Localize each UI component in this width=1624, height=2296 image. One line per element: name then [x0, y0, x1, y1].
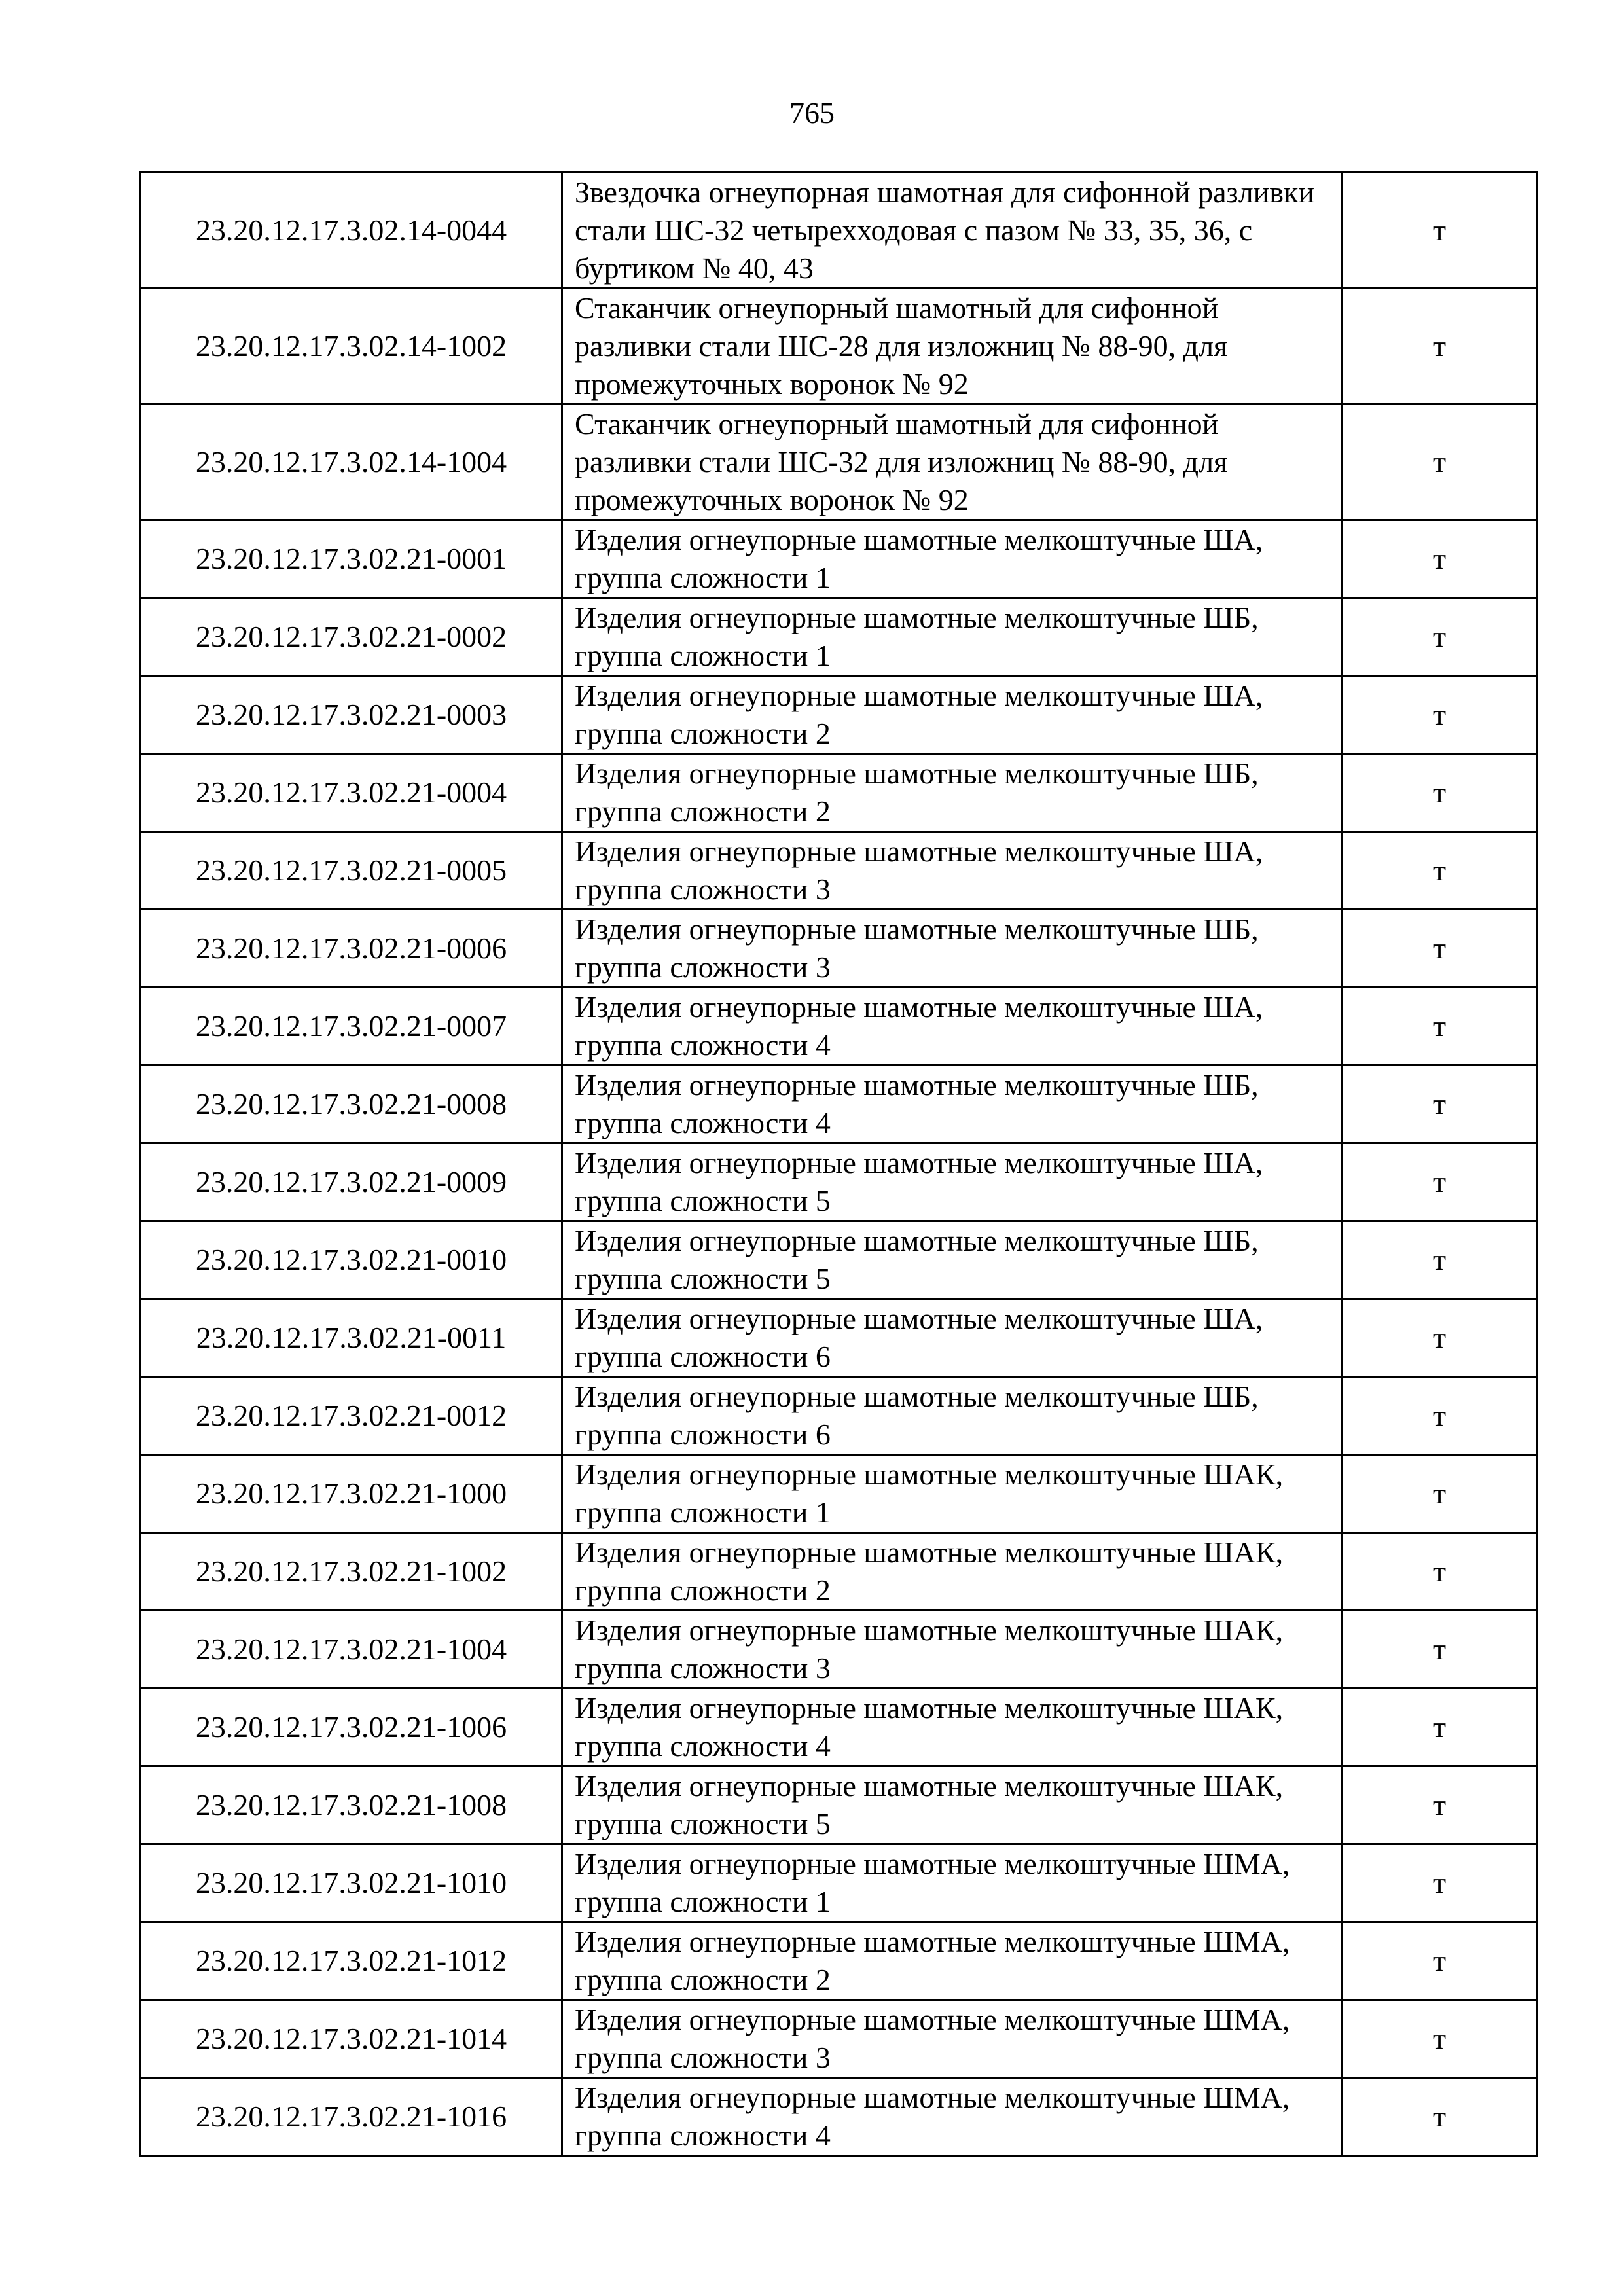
row-code: 23.20.12.17.3.02.21-0002	[141, 598, 562, 676]
row-unit: т	[1342, 1143, 1538, 1221]
row-unit: т	[1342, 1922, 1538, 2000]
row-code: 23.20.12.17.3.02.21-1006	[141, 1689, 562, 1767]
row-description: Изделия огнеупорные шамотные мелкоштучные ША, группа сложности 1	[562, 520, 1342, 598]
table-row	[141, 289, 1538, 404]
row-unit: т	[1342, 676, 1538, 754]
table-row	[141, 1689, 1538, 1767]
row-unit: т	[1342, 1689, 1538, 1767]
row-unit: т	[1342, 1533, 1538, 1611]
row-code: 23.20.12.17.3.02.21-0010	[141, 1221, 562, 1299]
row-description: Изделия огнеупорные шамотные мелкоштучные ШМА, группа сложности 3	[562, 2000, 1342, 2078]
table-row	[141, 404, 1538, 520]
table-row	[141, 1611, 1538, 1689]
row-description: Изделия огнеупорные шамотные мелкоштучные ШАК, группа сложности 2	[562, 1533, 1342, 1611]
row-unit: т	[1342, 173, 1538, 289]
row-description: Изделия огнеупорные шамотные мелкоштучные ШАК, группа сложности 1	[562, 1455, 1342, 1533]
row-description: Изделия огнеупорные шамотные мелкоштучные ШБ, группа сложности 4	[562, 1066, 1342, 1143]
row-code: 23.20.12.17.3.02.21-1012	[141, 1922, 562, 2000]
catalog-table-body	[141, 173, 1538, 2156]
row-unit: т	[1342, 598, 1538, 676]
table-row	[141, 1299, 1538, 1377]
table-row	[141, 1767, 1538, 1844]
row-code: 23.20.12.17.3.02.21-0007	[141, 988, 562, 1066]
table-row	[141, 2078, 1538, 2156]
row-unit: т	[1342, 910, 1538, 988]
row-description: Изделия огнеупорные шамотные мелкоштучные ШМА, группа сложности 2	[562, 1922, 1342, 2000]
row-unit: т	[1342, 754, 1538, 832]
page-number: 765	[789, 96, 835, 130]
table-row	[141, 1377, 1538, 1455]
row-code: 23.20.12.17.3.02.21-1008	[141, 1767, 562, 1844]
row-unit: т	[1342, 1455, 1538, 1533]
table-row	[141, 1455, 1538, 1533]
row-description: Изделия огнеупорные шамотные мелкоштучные ШБ, группа сложности 3	[562, 910, 1342, 988]
row-code: 23.20.12.17.3.02.21-1002	[141, 1533, 562, 1611]
table-row	[141, 910, 1538, 988]
table-row	[141, 988, 1538, 1066]
row-code: 23.20.12.17.3.02.21-0009	[141, 1143, 562, 1221]
row-code: 23.20.12.17.3.02.21-0011	[141, 1299, 562, 1377]
row-description: Стаканчик огнеупорный шамотный для сифонной разливки стали ШС-28 для изложниц № 88-90, для промежуточных воронок № 92	[562, 289, 1342, 404]
row-unit: т	[1342, 1611, 1538, 1689]
table-row	[141, 832, 1538, 910]
row-description: Изделия огнеупорные шамотные мелкоштучные ШМА, группа сложности 1	[562, 1844, 1342, 1922]
table-row	[141, 173, 1538, 289]
row-code: 23.20.12.17.3.02.14-1002	[141, 289, 562, 404]
row-description: Изделия огнеупорные шамотные мелкоштучные ША, группа сложности 4	[562, 988, 1342, 1066]
row-code: 23.20.12.17.3.02.21-1010	[141, 1844, 562, 1922]
row-description: Изделия огнеупорные шамотные мелкоштучные ША, группа сложности 6	[562, 1299, 1342, 1377]
table-row	[141, 1922, 1538, 2000]
row-code: 23.20.12.17.3.02.14-0044	[141, 173, 562, 289]
row-code: 23.20.12.17.3.02.21-0012	[141, 1377, 562, 1455]
row-unit: т	[1342, 1844, 1538, 1922]
row-description: Изделия огнеупорные шамотные мелкоштучные ШАК, группа сложности 4	[562, 1689, 1342, 1767]
table-row	[141, 2000, 1538, 2078]
row-unit: т	[1342, 988, 1538, 1066]
row-code: 23.20.12.17.3.02.21-1004	[141, 1611, 562, 1689]
row-description: Изделия огнеупорные шамотные мелкоштучные ШБ, группа сложности 5	[562, 1221, 1342, 1299]
table-row	[141, 1533, 1538, 1611]
row-code: 23.20.12.17.3.02.21-0006	[141, 910, 562, 988]
row-unit: т	[1342, 1221, 1538, 1299]
row-code: 23.20.12.17.3.02.21-0008	[141, 1066, 562, 1143]
row-description: Изделия огнеупорные шамотные мелкоштучные ШАК, группа сложности 5	[562, 1767, 1342, 1844]
row-unit: т	[1342, 520, 1538, 598]
table-row	[141, 1143, 1538, 1221]
row-code: 23.20.12.17.3.02.21-1014	[141, 2000, 562, 2078]
row-unit: т	[1342, 2000, 1538, 2078]
row-unit: т	[1342, 1299, 1538, 1377]
table-row	[141, 598, 1538, 676]
row-description: Изделия огнеупорные шамотные мелкоштучные ША, группа сложности 3	[562, 832, 1342, 910]
row-code: 23.20.12.17.3.02.21-0005	[141, 832, 562, 910]
row-description: Изделия огнеупорные шамотные мелкоштучные ШАК, группа сложности 3	[562, 1611, 1342, 1689]
table-row	[141, 520, 1538, 598]
row-unit: т	[1342, 1377, 1538, 1455]
table-row	[141, 1066, 1538, 1143]
row-code: 23.20.12.17.3.02.21-0004	[141, 754, 562, 832]
row-description: Изделия огнеупорные шамотные мелкоштучные ШМА, группа сложности 4	[562, 2078, 1342, 2156]
row-description: Звездочка огнеупорная шамотная для сифонной разливки стали ШС-32 четырехходовая с пазом № 33, 35, 36, с буртиком № 40, 43	[562, 173, 1342, 289]
row-description: Изделия огнеупорные шамотные мелкоштучные ША, группа сложности 5	[562, 1143, 1342, 1221]
row-unit: т	[1342, 1767, 1538, 1844]
row-description: Стаканчик огнеупорный шамотный для сифонной разливки стали ШС-32 для изложниц № 88-90, для промежуточных воронок № 92	[562, 404, 1342, 520]
row-code: 23.20.12.17.3.02.21-0001	[141, 520, 562, 598]
row-unit: т	[1342, 1066, 1538, 1143]
row-description: Изделия огнеупорные шамотные мелкоштучные ШБ, группа сложности 6	[562, 1377, 1342, 1455]
row-code: 23.20.12.17.3.02.14-1004	[141, 404, 562, 520]
table-row	[141, 1844, 1538, 1922]
table-row	[141, 1221, 1538, 1299]
row-unit: т	[1342, 832, 1538, 910]
row-unit: т	[1342, 2078, 1538, 2156]
catalog-table	[139, 171, 1538, 2157]
row-code: 23.20.12.17.3.02.21-1000	[141, 1455, 562, 1533]
row-unit: т	[1342, 404, 1538, 520]
row-description: Изделия огнеупорные шамотные мелкоштучные ША, группа сложности 2	[562, 676, 1342, 754]
row-description: Изделия огнеупорные шамотные мелкоштучные ШБ, группа сложности 2	[562, 754, 1342, 832]
row-unit: т	[1342, 289, 1538, 404]
row-code: 23.20.12.17.3.02.21-0003	[141, 676, 562, 754]
row-description: Изделия огнеупорные шамотные мелкоштучные ШБ, группа сложности 1	[562, 598, 1342, 676]
table-row	[141, 676, 1538, 754]
row-code: 23.20.12.17.3.02.21-1016	[141, 2078, 562, 2156]
table-row	[141, 754, 1538, 832]
